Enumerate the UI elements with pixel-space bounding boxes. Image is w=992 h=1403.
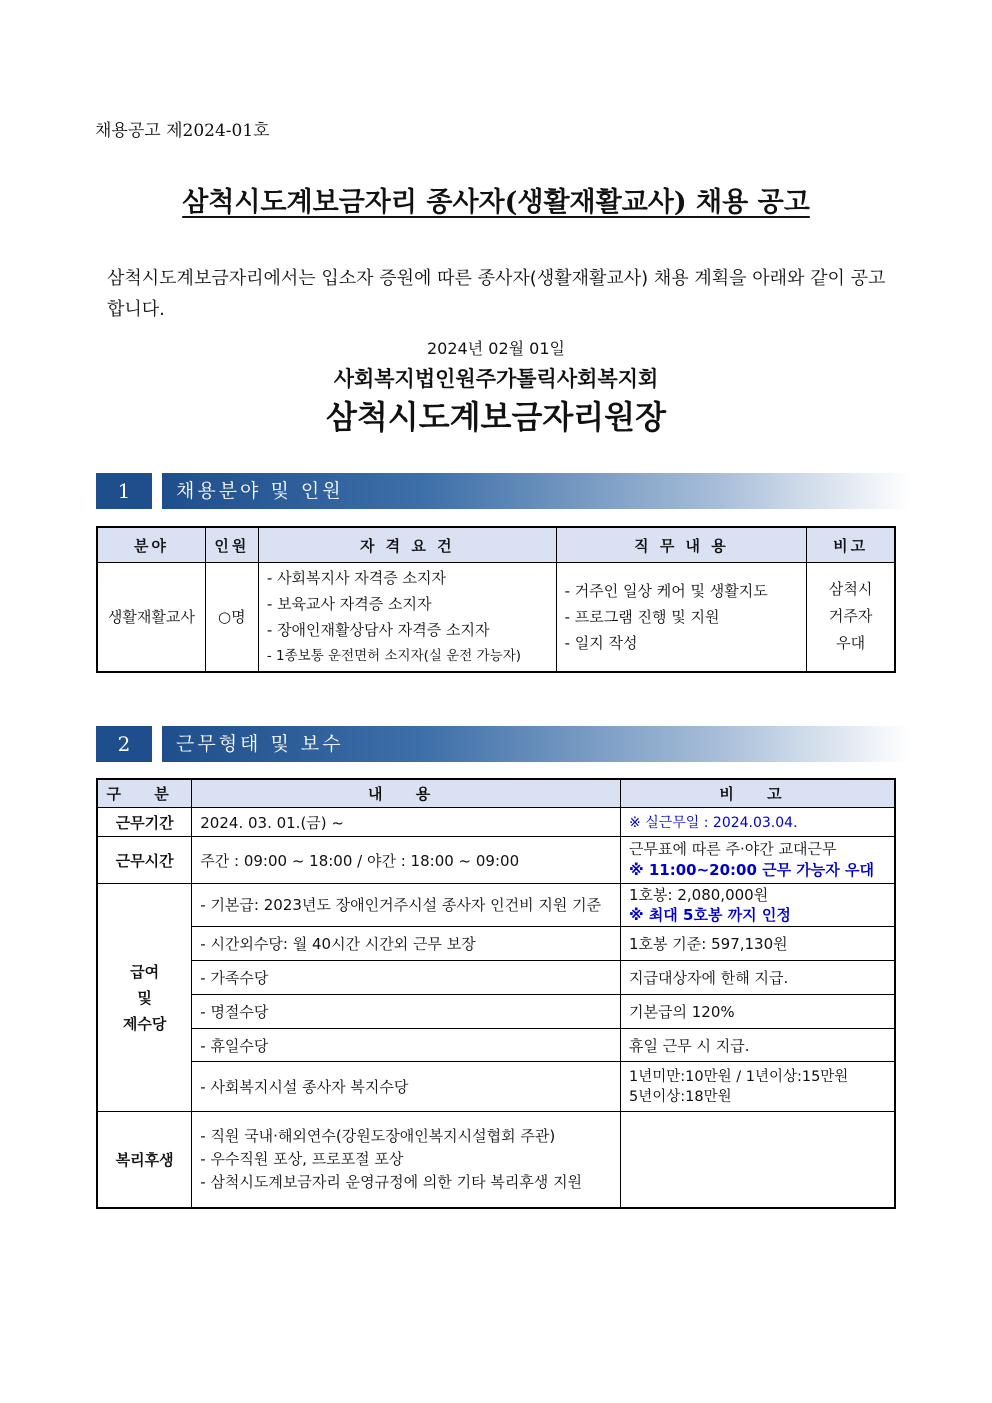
count-cell: ○명 [205,563,258,672]
welfare-content [192,1112,621,1208]
header-content: 내 용 [192,779,621,808]
pay-note: 기본급의 120% [621,995,895,1029]
qualifications-cell [258,563,556,672]
intro-text: 삼척시도계보금자리에서는 입소자 증원에 따른 종사자(생활재활교사) 채용 계획을 아래와 같이 공고합니다. [107,268,886,320]
pay-row [97,884,895,927]
section-1-header [96,473,910,509]
qualification-item: - 장애인재활상담사 자격증 소지자 [266,620,490,639]
duties-cell [556,563,807,672]
pay-note-line: 5년이상:18만원 [629,1088,732,1105]
notice-date: 2024년 02월 01일 [427,339,565,358]
page-title-text: 삼척시도계보금자리 종사자(생활재활교사) 채용 공고 [182,187,810,218]
recruitment-table [96,526,896,673]
welfare-label: 복리후생 [97,1112,192,1208]
period-note: ※ 실근무일 : 2024.03.04. [621,808,895,837]
conditions-table [96,778,896,1209]
hours-note [621,837,895,884]
pay-row [97,1029,895,1062]
section-2-title: 근무형태 및 보수 [162,726,910,762]
note-line: 거주자 [828,607,873,626]
hours-row [97,837,895,884]
section-2-number: 2 [96,726,152,762]
period-row [97,808,895,837]
pay-note [621,1062,895,1112]
header-qualifications: 자 격 요 건 [258,527,556,563]
section-1-title: 채용분야 및 인원 [162,473,910,509]
pay-label-line: 및 [137,988,152,1007]
pay-note-line: ※ 최대 5호봉 까지 인정 [629,906,791,924]
pay-content [192,884,621,927]
header-category: 구 분 [97,779,192,808]
header-duties: 직 무 내 용 [556,527,807,563]
note-cell [807,563,895,672]
pay-content: - 시간외수당: 월 40시간 시간외 근무 보장 [192,927,621,961]
welfare-item: - 직원 국내·해외연수(강원도장애인복지시설협회 주관) [200,1126,556,1145]
welfare-item: - 우수직원 포상, 프로포절 포상 [200,1149,404,1168]
welfare-note [621,1112,895,1208]
header-count: 인원 [205,527,258,563]
pay-item: - 기본급: 2023년도 장애인거주시설 종사자 인건비 지원 기준 [200,896,602,914]
pay-content: - 가족수당 [192,961,621,995]
pay-note [621,884,895,927]
pay-label [97,884,192,1112]
header-note: 비고 [807,527,895,563]
qualification-item: - 사회복지사 자격증 소지자 [266,568,446,587]
qualification-item: - 보육교사 자격증 소지자 [266,594,432,613]
pay-note-line: 1호봉: 2,080,000원 [629,886,769,904]
director-name: 삼척시도계보금자리원장 [325,398,667,436]
pay-content: - 휴일수당 [192,1029,621,1062]
welfare-row [97,1112,895,1208]
pay-row [97,927,895,961]
hours-note-preferred: ※ 11:00~20:00 근무 가능자 우대 [629,861,874,879]
duty-item: - 일지 작성 [564,633,638,652]
hours-content: 주간 : 09:00 ~ 18:00 / 야간 : 18:00 ~ 09:00 [192,837,621,884]
pay-label-line: 제수당 [122,1014,167,1033]
note-line: 삼척시 [828,580,873,599]
pay-row [97,1062,895,1112]
note-line: 우대 [836,634,866,653]
duty-item: - 프로그램 진행 및 지원 [564,607,720,626]
welfare-item: - 삼척시도계보금자리 운영규정에 의한 기타 복리후생 지원 [200,1172,583,1191]
section-1-number: 1 [96,473,152,509]
pay-note: 지급대상자에 한해 지급. [621,961,895,995]
duty-item: - 거주인 일상 케어 및 생활지도 [564,581,768,600]
hours-label: 근무시간 [97,837,192,884]
header-remarks: 비 고 [621,779,895,808]
pay-content: - 명절수당 [192,995,621,1029]
pay-note-line: 1년미만:10만원 / 1년이상:15만원 [629,1068,849,1085]
pay-content: - 사회복지시설 종사자 복지수당 [192,1062,621,1112]
section-2-header [96,726,910,762]
recruitment-header-row [97,527,895,563]
notice-number: 채용공고 제2024-01호 [95,121,270,141]
organization-name: 사회복지법인원주가톨릭사회복지회 [333,367,659,391]
qualification-item: - 1종보통 운전면허 소지자(실 운전 가능자) [266,647,521,664]
field-cell: 생활재활교사 [97,563,205,672]
pay-row [97,961,895,995]
page-title [0,180,992,219]
conditions-header-row [97,779,895,808]
period-content: 2024. 03. 01.(금) ~ [192,808,621,837]
pay-row [97,995,895,1029]
pay-label-line: 급여 [130,962,160,981]
pay-note: 휴일 근무 시 지급. [621,1029,895,1062]
hours-note-line: 근무표에 따른 주·야간 교대근무 [629,840,837,858]
period-label: 근무기간 [97,808,192,837]
recruitment-row [97,563,895,672]
header-field: 분야 [97,527,205,563]
pay-note: 1호봉 기준: 597,130원 [621,927,895,961]
